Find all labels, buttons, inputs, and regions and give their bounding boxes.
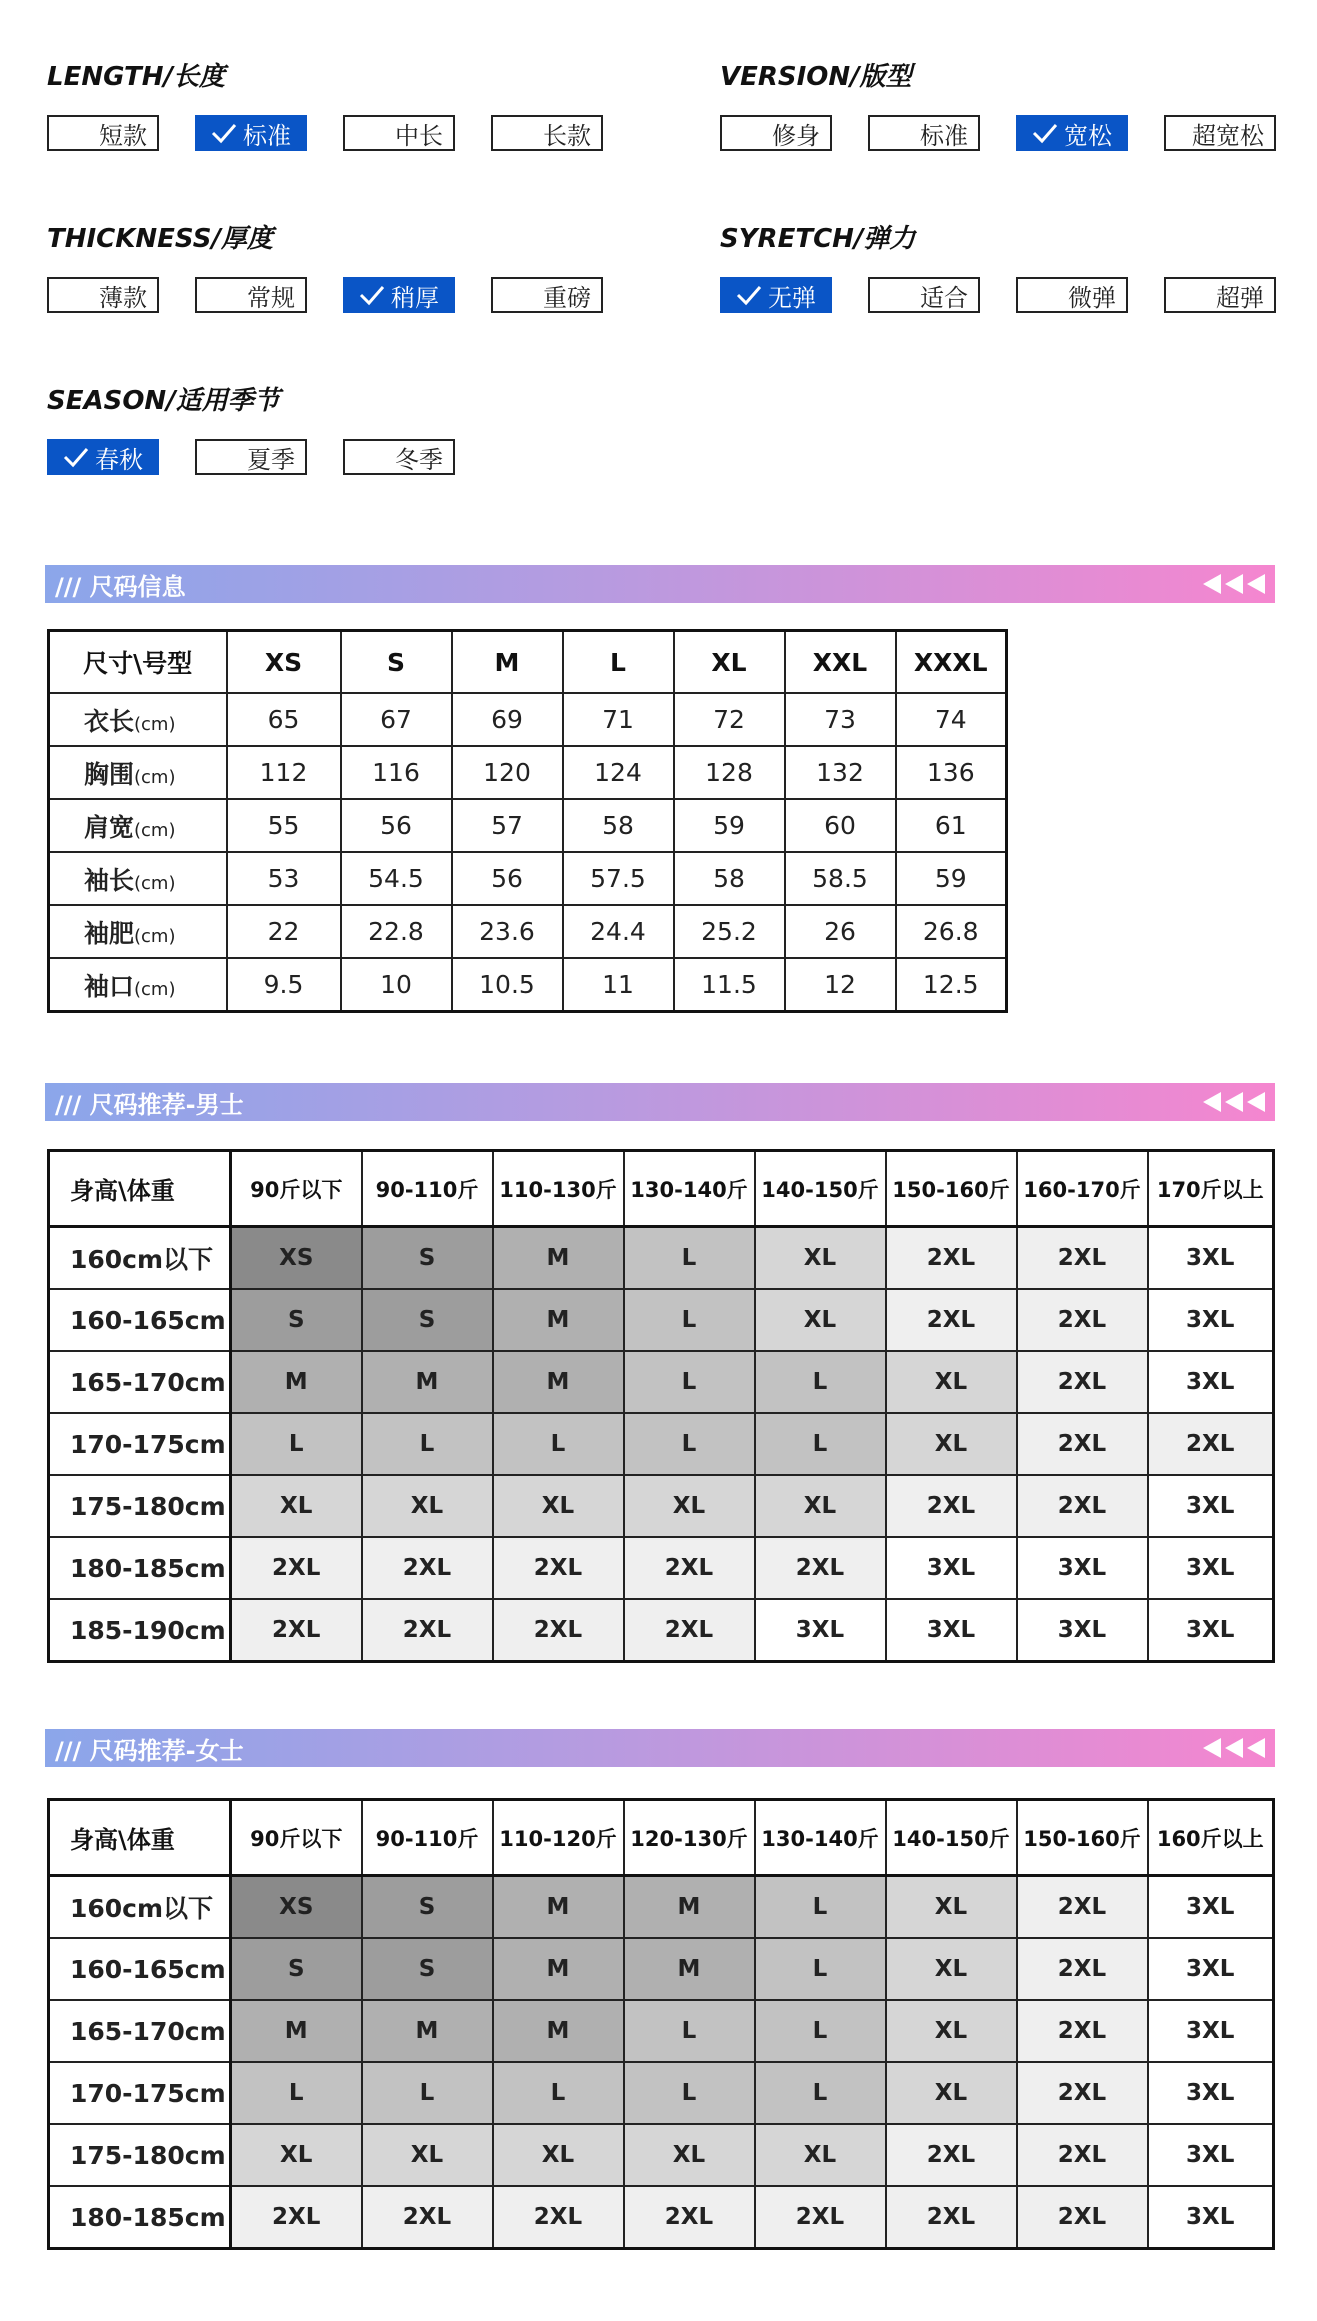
size-header-row [49,631,1007,694]
size-value-cell: 73 [785,693,896,746]
men-row [49,1227,1274,1290]
women-size-cell: 2XL [1017,2124,1148,2186]
men-size-cell: XL [755,1475,886,1537]
check-icon [359,284,385,306]
women-size-cell: S [362,1876,493,1939]
triple-arrow-left-icon [1203,1091,1267,1113]
men-weight-header: 150-160斤 [886,1151,1017,1227]
size-info-banner [45,565,1275,603]
measure-label: 袖长 [84,865,135,895]
men-size-cell: 3XL [755,1599,886,1662]
women-size-cell: XL [886,2000,1017,2062]
women-size-cell: 3XL [1148,2000,1274,2062]
men-size-cell: L [362,1413,493,1475]
measure-label: 胸围 [84,759,135,789]
length-option-0[interactable] [47,115,159,151]
option-label: 微弹 [1068,283,1116,312]
size-value-cell: 59 [896,852,1007,905]
size-row-label [49,799,227,852]
men-height-cell: 175-180cm [49,1475,231,1537]
size-corner-cell: 尺寸\号型 [49,631,227,694]
men-size-cell: L [493,1413,624,1475]
size-value-cell: 60 [785,799,896,852]
men-size-cell: 2XL [1017,1289,1148,1351]
stretch-option-3[interactable] [1164,277,1276,313]
size-value-cell: 116 [341,746,452,799]
women-size-cell: M [624,1876,755,1939]
women-size-cell: 2XL [1017,2000,1148,2062]
men-size-cell: L [624,1413,755,1475]
men-size-cell: XL [886,1413,1017,1475]
women-size-cell: 3XL [1148,2124,1274,2186]
stretch-title: SYRETCH/弹力 [720,224,916,254]
women-size-cell: M [231,2000,362,2062]
women-size-cell: 2XL [362,2186,493,2249]
size-value-cell: 74 [896,693,1007,746]
version-option-3[interactable] [1164,115,1276,151]
stretch-option-2[interactable] [1016,277,1128,313]
measure-unit: (cm) [134,766,176,788]
size-value-cell: 22 [227,905,341,958]
men-size-cell: 2XL [1017,1227,1148,1290]
women-size-cell: XL [886,1938,1017,2000]
men-size-cell: 2XL [1148,1413,1274,1475]
men-weight-header: 90-110斤 [362,1151,493,1227]
men-size-cell: 2XL [1017,1475,1148,1537]
men-weight-header: 140-150斤 [755,1151,886,1227]
size-info-table [47,629,1008,1013]
size-header-xs: XS [227,631,341,694]
size-value-cell: 23.6 [452,905,563,958]
measure-unit: (cm) [134,819,176,841]
size-value-cell: 136 [896,746,1007,799]
women-size-cell: 2XL [755,2186,886,2249]
women-size-cell: S [362,1938,493,2000]
men-recommend-table [47,1149,1275,1663]
season-option-2[interactable] [343,439,455,475]
women-height-cell: 160-165cm [49,1938,231,2000]
women-size-cell: L [755,2062,886,2124]
men-size-cell: M [493,1289,624,1351]
size-row-label [49,905,227,958]
men-size-cell: M [362,1351,493,1413]
women-size-cell: 2XL [231,2186,362,2249]
version-option-2[interactable] [1016,115,1128,151]
men-height-cell: 160-165cm [49,1289,231,1351]
size-row [49,746,1007,799]
women-size-cell: L [755,1938,886,2000]
women-weight-header: 90斤以下 [231,1800,362,1876]
length-option-1[interactable] [195,115,307,151]
length-option-3[interactable] [491,115,603,151]
men-size-cell: 3XL [1148,1227,1274,1290]
option-label: 春秋 [95,445,143,474]
triple-arrow-left-icon [1203,573,1267,595]
women-size-cell: 3XL [1148,2186,1274,2249]
size-value-cell: 61 [896,799,1007,852]
size-row-label [49,746,227,799]
men-size-cell: 2XL [231,1599,362,1662]
women-size-cell: 2XL [1017,1876,1148,1939]
option-label: 短款 [99,121,147,150]
men-size-cell: XL [231,1475,362,1537]
women-size-cell: XL [231,2124,362,2186]
men-size-cell: XL [624,1475,755,1537]
size-value-cell: 12 [785,958,896,1012]
men-size-cell: 3XL [886,1599,1017,1662]
thickness-options [47,277,603,313]
size-value-cell: 71 [563,693,674,746]
size-value-cell: 120 [452,746,563,799]
option-label: 适合 [920,283,968,312]
size-header-l: L [563,631,674,694]
option-label: 薄款 [99,283,147,312]
size-header-xxxl: XXXL [896,631,1007,694]
women-size-cell: 2XL [624,2186,755,2249]
option-label: 标准 [243,121,291,150]
size-value-cell: 124 [563,746,674,799]
men-size-cell: 2XL [624,1599,755,1662]
men-size-cell: 3XL [1017,1599,1148,1662]
size-value-cell: 56 [341,799,452,852]
measure-unit: (cm) [134,925,176,947]
measure-unit: (cm) [134,872,176,894]
size-value-cell: 58 [674,852,785,905]
men-header-row [49,1151,1274,1227]
women-height-cell: 160cm以下 [49,1876,231,1939]
thickness-option-3[interactable] [491,277,603,313]
size-value-cell: 54.5 [341,852,452,905]
men-height-cell: 185-190cm [49,1599,231,1662]
women-size-cell: M [362,2000,493,2062]
women-size-cell: M [493,1876,624,1939]
size-value-cell: 24.4 [563,905,674,958]
season-options [47,439,455,475]
men-size-cell: XL [493,1475,624,1537]
season-group [47,380,455,475]
option-label: 宽松 [1064,121,1112,150]
men-height-cell: 180-185cm [49,1537,231,1599]
measure-label: 衣长 [84,706,135,736]
women-row [49,1938,1274,2000]
men-size-cell: 3XL [1148,1599,1274,1662]
men-row [49,1289,1274,1351]
women-weight-header: 140-150斤 [886,1800,1017,1876]
men-size-cell: 3XL [886,1537,1017,1599]
women-size-cell: L [624,2000,755,2062]
men-size-cell: 2XL [1017,1413,1148,1475]
women-weight-header: 110-120斤 [493,1800,624,1876]
men-size-cell: 3XL [1148,1351,1274,1413]
women-recommend-banner-title: /// 尺码推荐-女士 [55,1736,244,1765]
women-size-cell: 3XL [1148,1938,1274,2000]
women-size-cell: L [755,1876,886,1939]
men-size-cell: L [624,1351,755,1413]
men-size-cell: L [231,1413,362,1475]
women-size-cell: 2XL [886,2124,1017,2186]
men-weight-header: 130-140斤 [624,1151,755,1227]
size-value-cell: 69 [452,693,563,746]
check-icon [211,122,237,144]
women-size-cell: XS [231,1876,362,1939]
women-size-cell: 3XL [1148,2062,1274,2124]
check-icon [736,284,762,306]
women-size-cell: XL [362,2124,493,2186]
men-size-cell: 3XL [1148,1475,1274,1537]
men-size-cell: M [493,1227,624,1290]
season-option-1[interactable] [195,439,307,475]
women-size-cell: 2XL [1017,2186,1148,2249]
women-size-cell: XL [886,1876,1017,1939]
measure-label: 肩宽 [84,812,135,842]
size-row [49,905,1007,958]
men-corner-cell: 身高\体重 [49,1151,231,1227]
men-row [49,1537,1274,1599]
size-value-cell: 22.8 [341,905,452,958]
option-label: 标准 [920,121,968,150]
measure-unit: (cm) [134,713,176,735]
women-row [49,2000,1274,2062]
men-size-cell: 2XL [624,1537,755,1599]
men-size-cell: S [231,1289,362,1351]
size-value-cell: 58 [563,799,674,852]
season-title: SEASON/适用季节 [47,386,280,416]
women-recommend-banner [45,1729,1275,1767]
version-options [720,115,1276,151]
women-size-cell: L [362,2062,493,2124]
men-size-cell: XL [886,1351,1017,1413]
men-size-cell: XL [362,1475,493,1537]
men-size-cell: S [362,1289,493,1351]
women-row [49,2124,1274,2186]
stretch-group [720,218,1276,313]
size-row-label [49,852,227,905]
version-title: VERSION/版型 [720,62,912,92]
women-height-cell: 175-180cm [49,2124,231,2186]
size-value-cell: 11.5 [674,958,785,1012]
option-label: 修身 [772,121,820,150]
size-value-cell: 11 [563,958,674,1012]
size-row [49,852,1007,905]
size-row [49,958,1007,1012]
size-value-cell: 55 [227,799,341,852]
men-size-cell: 2XL [755,1537,886,1599]
men-row [49,1413,1274,1475]
men-size-cell: L [624,1289,755,1351]
option-label: 无弹 [768,283,816,312]
women-size-cell: 2XL [1017,1938,1148,2000]
size-value-cell: 53 [227,852,341,905]
women-header-row [49,1800,1274,1876]
women-size-cell: XL [755,2124,886,2186]
men-size-cell: 2XL [886,1475,1017,1537]
size-value-cell: 72 [674,693,785,746]
women-size-cell: L [493,2062,624,2124]
option-label: 超弹 [1216,283,1264,312]
size-value-cell: 58.5 [785,852,896,905]
men-height-cell: 160cm以下 [49,1227,231,1290]
size-header-m: M [452,631,563,694]
size-value-cell: 65 [227,693,341,746]
size-value-cell: 59 [674,799,785,852]
size-value-cell: 9.5 [227,958,341,1012]
men-size-cell: M [493,1351,624,1413]
option-label: 冬季 [395,445,443,474]
women-height-cell: 165-170cm [49,2000,231,2062]
women-size-cell: 2XL [493,2186,624,2249]
men-size-cell: 3XL [1017,1537,1148,1599]
women-recommend-table [47,1798,1275,2250]
version-group [720,56,1276,151]
men-size-cell: L [755,1351,886,1413]
size-value-cell: 12.5 [896,958,1007,1012]
men-size-cell: XS [231,1227,362,1290]
men-row [49,1475,1274,1537]
men-recommend-banner [45,1083,1275,1121]
size-value-cell: 57 [452,799,563,852]
size-row [49,799,1007,852]
women-size-cell: 3XL [1148,1876,1274,1939]
option-label: 夏季 [247,445,295,474]
women-size-cell: XL [886,2062,1017,2124]
women-size-cell: 2XL [886,2186,1017,2249]
thickness-title: THICKNESS/厚度 [47,224,273,254]
men-size-cell: 2XL [362,1599,493,1662]
women-weight-header: 130-140斤 [755,1800,886,1876]
men-size-cell: XL [755,1289,886,1351]
size-row-label [49,958,227,1012]
women-height-cell: 180-185cm [49,2186,231,2249]
men-size-cell: L [755,1413,886,1475]
women-size-cell: XL [493,2124,624,2186]
option-label: 超宽松 [1192,121,1264,150]
size-value-cell: 112 [227,746,341,799]
thickness-option-1[interactable] [195,277,307,313]
men-size-cell: XL [755,1227,886,1290]
size-header-xxl: XXL [785,631,896,694]
size-value-cell: 25.2 [674,905,785,958]
men-size-cell: S [362,1227,493,1290]
size-value-cell: 128 [674,746,785,799]
check-icon [1032,122,1058,144]
men-size-cell: 2XL [493,1599,624,1662]
men-weight-header: 90斤以下 [231,1151,362,1227]
women-size-cell: XL [624,2124,755,2186]
option-label: 重磅 [543,283,591,312]
stretch-option-1[interactable] [868,277,980,313]
size-row-label [49,693,227,746]
thickness-option-0[interactable] [47,277,159,313]
women-row [49,2186,1274,2249]
women-size-cell: L [624,2062,755,2124]
size-header-xl: XL [674,631,785,694]
size-row [49,693,1007,746]
women-size-cell: M [493,2000,624,2062]
women-size-cell: L [231,2062,362,2124]
length-options [47,115,603,151]
measure-label: 袖肥 [84,918,135,948]
women-size-cell: M [624,1938,755,2000]
check-icon [63,446,89,468]
size-value-cell: 26.8 [896,905,1007,958]
size-info-banner-title: /// 尺码信息 [55,572,186,601]
size-header-s: S [341,631,452,694]
men-size-cell: 2XL [231,1537,362,1599]
thickness-option-2[interactable] [343,277,455,313]
men-size-cell: 2XL [493,1537,624,1599]
women-corner-cell: 身高\体重 [49,1800,231,1876]
men-size-cell: 2XL [886,1227,1017,1290]
length-title: LENGTH/长度 [47,62,225,92]
women-size-cell: M [493,1938,624,2000]
women-row [49,1876,1274,1939]
measure-label: 袖口 [84,971,135,1001]
men-weight-header: 110-130斤 [493,1151,624,1227]
women-height-cell: 170-175cm [49,2062,231,2124]
women-weight-header: 120-130斤 [624,1800,755,1876]
option-label: 中长 [395,121,443,150]
length-option-2[interactable] [343,115,455,151]
season-option-0[interactable] [47,439,159,475]
women-weight-header: 150-160斤 [1017,1800,1148,1876]
men-row [49,1599,1274,1662]
men-height-cell: 165-170cm [49,1351,231,1413]
option-label: 常规 [247,283,295,312]
size-value-cell: 26 [785,905,896,958]
men-size-cell: 2XL [362,1537,493,1599]
length-group [47,56,603,151]
version-option-0[interactable] [720,115,832,151]
size-value-cell: 10.5 [452,958,563,1012]
men-weight-header: 160-170斤 [1017,1151,1148,1227]
men-recommend-banner-title: /// 尺码推荐-男士 [55,1090,244,1119]
men-size-cell: L [624,1227,755,1290]
women-weight-header: 160斤以上 [1148,1800,1274,1876]
size-value-cell: 67 [341,693,452,746]
stretch-options [720,277,1276,313]
triple-arrow-left-icon [1203,1737,1267,1759]
men-height-cell: 170-175cm [49,1413,231,1475]
thickness-group [47,218,603,313]
size-value-cell: 57.5 [563,852,674,905]
option-label: 稍厚 [391,283,439,312]
women-row [49,2062,1274,2124]
version-option-1[interactable] [868,115,980,151]
size-value-cell: 132 [785,746,896,799]
men-size-cell: 3XL [1148,1289,1274,1351]
men-size-cell: 2XL [886,1289,1017,1351]
men-weight-header: 170斤以上 [1148,1151,1274,1227]
men-size-cell: 3XL [1148,1537,1274,1599]
women-size-cell: 2XL [1017,2062,1148,2124]
women-size-cell: S [231,1938,362,2000]
men-size-cell: M [231,1351,362,1413]
size-value-cell: 56 [452,852,563,905]
women-size-cell: L [755,2000,886,2062]
men-row [49,1351,1274,1413]
women-weight-header: 90-110斤 [362,1800,493,1876]
measure-unit: (cm) [134,978,176,1000]
stretch-option-0[interactable] [720,277,832,313]
men-size-cell: 2XL [1017,1351,1148,1413]
size-value-cell: 10 [341,958,452,1012]
option-label: 长款 [543,121,591,150]
